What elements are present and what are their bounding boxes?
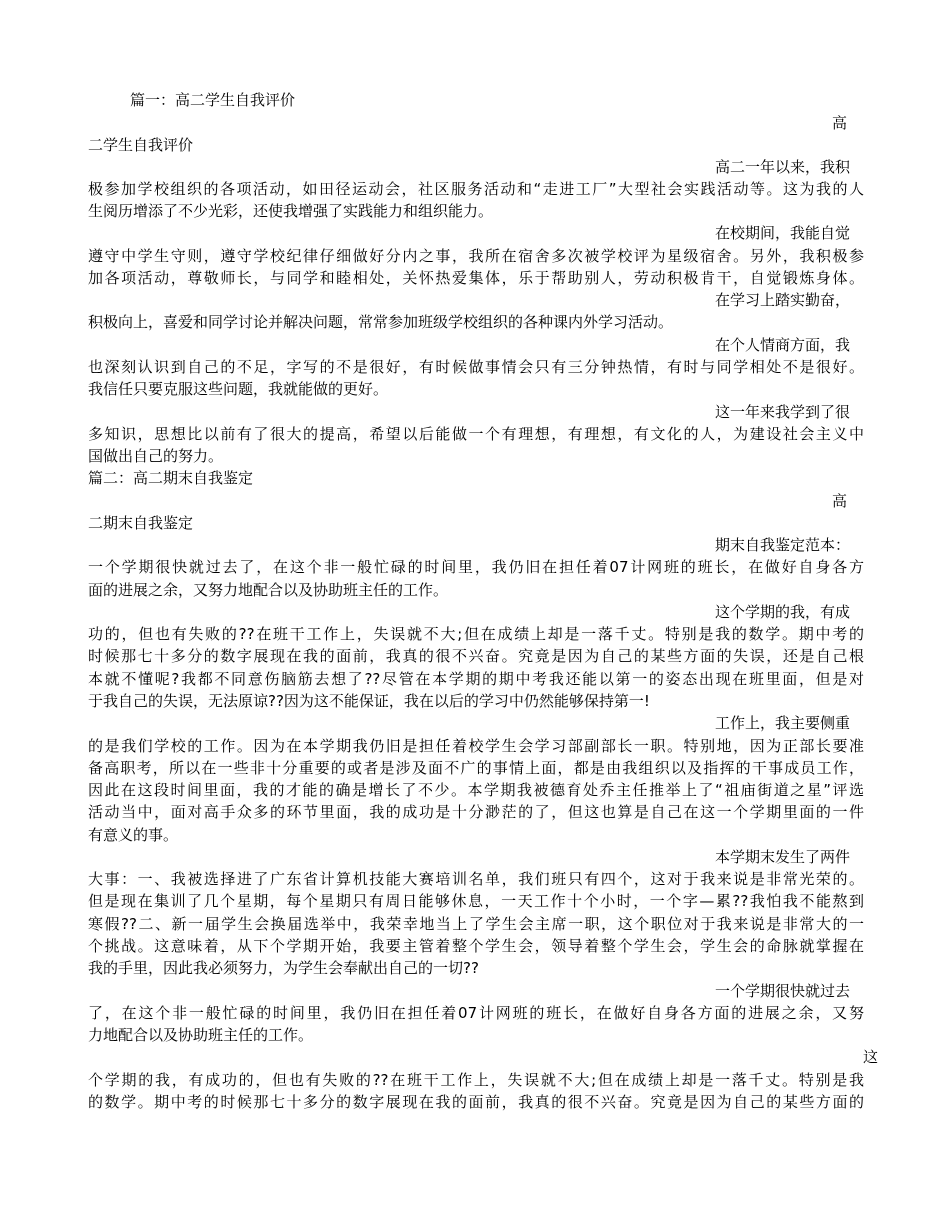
text-line: 我的手里，因此我必须努力，为学生会奉献出自己的一切?? <box>88 959 479 977</box>
text-line: 在校期间，我能自觉 <box>715 224 851 242</box>
text-line: 但是现在集训了几个星期，每个星期只有周日能够休息，一天工作十个小时，一个字—累??我怕我不能熬到 <box>88 892 864 910</box>
text-line: 高 <box>832 114 848 132</box>
section-title-2: 篇二：高二期末自我鉴定 <box>88 469 254 487</box>
text-line: 这个学期的我，有成 <box>715 603 851 621</box>
text-line: 加各项活动，尊敬师长，与同学和睦相处，关怀热爱集体，乐于帮助别人，劳动积极肯干，自觉锻炼身体。 <box>88 269 864 287</box>
text-line: 寒假??二、新一届学生会换届选举中，我荣幸地当上了学生会主席一职，这个职位对于我来说是非常大的一 <box>88 915 864 933</box>
text-line: 本学期末发生了两件 <box>715 848 851 866</box>
text-line: 活动当中，面对高手众多的环节里面，我的成功是十分渺茫的了，但这也算是自己在这一个学期里面的一件 <box>88 803 864 821</box>
text-line: 个学期的我，有成功的，但也有失败的??在班干工作上，失误就不大;但在成绩上却是一落千丈。特别是我 <box>88 1071 864 1089</box>
text-line: 功的，但也有失败的??在班干工作上，失误就不大;但在成绩上却是一落千丈。特别是我的数学。期中考的 <box>88 625 864 643</box>
text-line: 高 <box>832 492 848 510</box>
text-line: 工作上，我主要侧重 <box>715 714 851 732</box>
text-line: 生阅历增添了不少光彩，还使我增强了实践能力和组织能力。 <box>88 202 494 220</box>
text-line: 这一年来我学到了很 <box>715 403 851 421</box>
text-line: 也深刻认识到自己的不足，字写的不是很好，有时候做事情会只有三分钟热情，有时与同学相处不是很好。 <box>88 358 864 376</box>
text-line: 备高职考，所以在一些非十分重要的或者是涉及面不广的事情上面，都是由我组织以及指挥的干事成员工作， <box>88 759 864 777</box>
text-line: 的数学。期中考的时候那七十多分的数字展现在我的面前，我真的很不兴奋。究竟是因为自己的某些方面的 <box>88 1093 864 1111</box>
text-line: 遵守中学生守则，遵守学校纪律仔细做好分内之事，我所在宿舍多次被学校评为星级宿舍。另外，我积极参 <box>88 247 864 265</box>
text-line: 有意义的事。 <box>88 826 179 844</box>
text-line: 二学生自我评价 <box>88 136 194 154</box>
text-line: 于我自己的失误，无法原谅??因为这不能保证，我在以后的学习中仍然能够保持第一! <box>88 692 650 710</box>
text-line: 极参加学校组织的各项活动，如田径运动会，社区服务活动和“走进工厂”大型社会实践活动等。这为我的人 <box>88 180 864 198</box>
text-line: 这 <box>863 1048 879 1066</box>
text-line: 在个人情商方面，我 <box>715 336 851 354</box>
text-line: 一个学期很快就过去 <box>715 982 851 1000</box>
text-line: 积极向上，喜爱和同学讨论并解决问题，常常参加班级学校组织的各种课内外学习活动。 <box>88 313 674 331</box>
text-line: 高二一年以来，我积 <box>715 158 851 176</box>
text-line: 大事：一、我被选择进了广东省计算机技能大赛培训名单，我们班只有四个，这对于我来说是非常光荣的。 <box>88 870 864 888</box>
text-line: 了，在这个非一般忙碌的时间里，我仍旧在担任着07计网班的班长，在做好自身各方面的进展之余，又努 <box>88 1004 864 1022</box>
section-title-1: 篇一：高二学生自我评价 <box>130 91 296 109</box>
text-line: 力地配合以及协助班主任的工作。 <box>88 1026 314 1044</box>
text-line: 在学习上踏实勤奋， <box>715 291 851 309</box>
text-line: 个挑战。这意味着，从下个学期开始，我要主管着整个学生会，领导着整个学生会，学生会的命脉就掌握在 <box>88 937 864 955</box>
text-line: 多知识，思想比以前有了很大的提高，希望以后能做一个有理想，有理想，有文化的人，为建设社会主义中 <box>88 425 864 443</box>
text-line: 我信任只要克服这些问题，我就能做的更好。 <box>88 380 389 398</box>
text-line: 时候那七十多分的数字展现在我的面前，我真的很不兴奋。究竟是因为自己的某些方面的失误，还是自己根 <box>88 647 864 665</box>
text-line: 本就不懂呢?我都不同意伤脑筋去想了??尽管在本学期的期中考我还能以第一的姿态出现在班里面，但是对 <box>88 670 864 688</box>
text-line: 因此在这段时间里面，我的才能的确是增长了不少。本学期我被德育处乔主任推举上了“祖庙街道之星”评选 <box>88 781 864 799</box>
text-line: 国做出自己的努力。 <box>88 447 224 465</box>
text-line: 二期末自我鉴定 <box>88 514 194 532</box>
text-line: 的是我们学校的工作。因为在本学期我仍旧是担任着校学生会学习部副部长一职。特别地，因为正部长要准 <box>88 737 864 755</box>
text-line: 期末自我鉴定范本： <box>715 536 851 554</box>
text-line: 一个学期很快就过去了，在这个非一般忙碌的时间里，我仍旧在担任着07计网班的班长，在做好自身各方 <box>88 558 864 576</box>
text-line: 面的进展之余，又努力地配合以及协助班主任的工作。 <box>88 581 449 599</box>
